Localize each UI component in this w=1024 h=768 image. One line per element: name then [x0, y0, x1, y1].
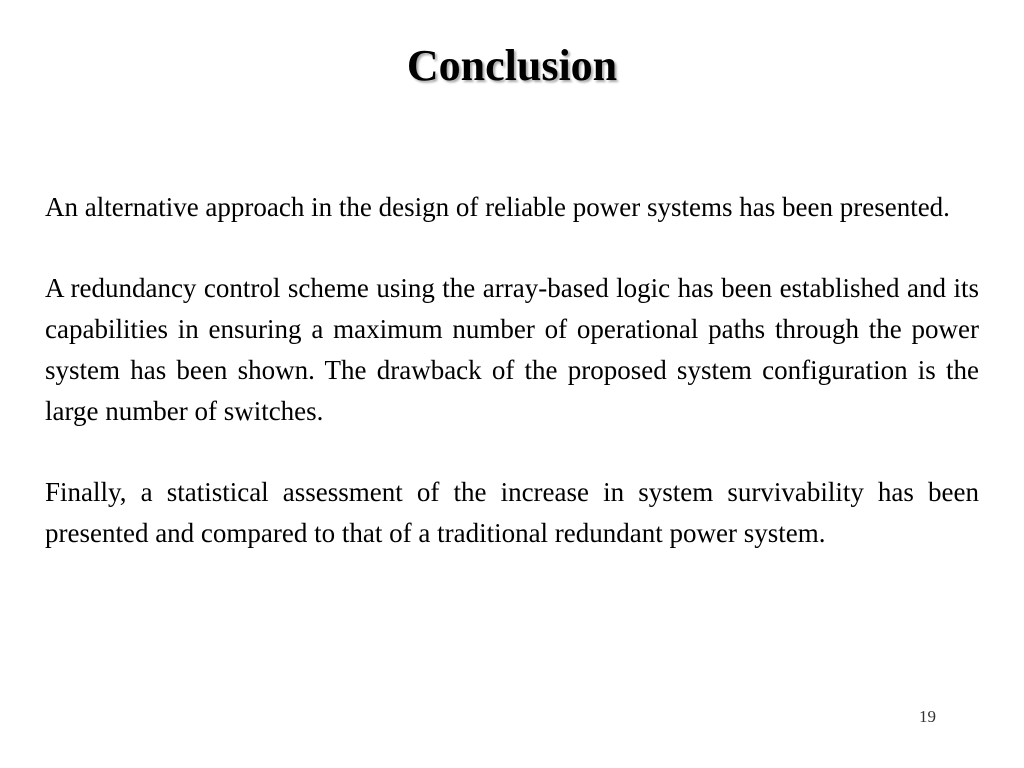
paragraph-redundancy-scheme: A redundancy control scheme using the array-based logic has been established and its capabilities in ensuring a maximum number of operational paths through the power system has been shown. The drawback of the proposed system configuration is the large number of switches. [45, 273, 979, 426]
slide-title: Conclusion [406, 41, 618, 90]
paragraph-intro: An alternative approach in the design of reliable power systems has been presented. [45, 192, 950, 222]
slide-body [45, 187, 979, 554]
page-number: 19 [919, 707, 936, 726]
paragraph-assessment: Finally, a statistical assessment of the increase in system survivability has been presented and compared to that of a traditional redundant power system. [45, 477, 979, 548]
